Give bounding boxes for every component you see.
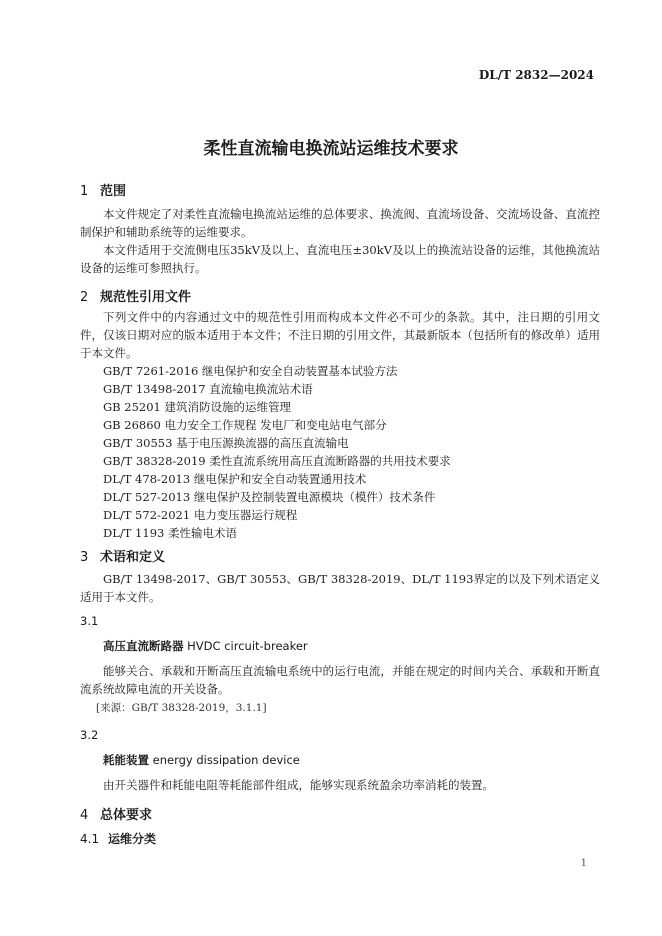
section-title: 总体要求 <box>100 808 153 823</box>
section-title: 术语和定义 <box>100 550 166 565</box>
term-number: 3.1 <box>80 614 99 628</box>
reference-item: GB 25201 建筑消防设施的运维管理 <box>103 400 292 414</box>
section-3-heading <box>80 546 165 565</box>
term-definition: 能够关合、承载和开断高压直流输电系统中的运行电流，并能在规定的时间内关合、承载和开断直流系统故障电流的开关设备。 <box>80 664 600 696</box>
reference-item: GB/T 7261-2016 继电保护和安全自动装置基本试验方法 <box>103 364 398 378</box>
term-source: [来源：GB/T 38328-2019，3.1.1] <box>96 702 267 714</box>
page-number: 1 <box>580 858 587 869</box>
document-title: 柔性直流输电换流站运维技术要求 <box>203 139 459 159</box>
subsection-4-1-heading <box>80 830 156 847</box>
term-english: HVDC circuit-breaker <box>187 639 308 653</box>
term-definition: 由开关器件和耗能电阻等耗能部件组成，能够实现系统盈余功率消耗的装置。 <box>103 778 494 792</box>
terms-intro: GB/T 13498-2017、GB/T 30553、GB/T 38328-2019、DL/T 1193界定的以及下列术语定义适用于本文件。 <box>80 572 600 604</box>
reference-item: GB 26860 电力安全工作规程 发电厂和变电站电气部分 <box>103 418 387 432</box>
section-title: 范围 <box>100 184 127 199</box>
standard-code: DL/T 2832—2024 <box>478 68 594 82</box>
scope-paragraph-2: 本文件适用于交流侧电压35kV及以上、直流电压±30kV及以上的换流站设备的运维，其他换流站设备的运维可参照执行。 <box>80 243 600 275</box>
section-number: 1 <box>80 184 89 199</box>
term-english: energy dissipation device <box>152 753 300 767</box>
reference-item: GB/T 13498-2017 直流输电换流站术语 <box>103 382 313 396</box>
reference-item: DL/T 572-2021 电力变压器运行规程 <box>103 508 298 522</box>
section-number: 4 <box>80 808 89 823</box>
section-2-heading <box>80 286 191 305</box>
reference-item: DL/T 1193 柔性输电术语 <box>103 526 237 540</box>
reference-item: GB/T 38328-2019 柔性直流系统用高压直流断路器的共用技术要求 <box>103 454 451 468</box>
term-heading <box>103 638 308 654</box>
section-number: 2 <box>80 290 89 305</box>
section-1-heading <box>80 180 126 199</box>
section-number: 3 <box>80 550 89 565</box>
reference-item: GB/T 30553 基于电压源换流器的高压直流输电 <box>103 436 349 450</box>
references-intro: 下列文件中的内容通过文中的规范性引用而构成本文件必不可少的条款。其中，注日期的引用文件，仅该日期对应的版本适用于本文件；不注日期的引用文件，其最新版本（包括所有的修改单）适用于本文件。 <box>80 310 600 360</box>
reference-item: DL/T 527-2013 继电保护及控制装置电源模块（模件）技术条件 <box>103 490 436 504</box>
term-chinese: 耗能装置 <box>103 753 149 767</box>
subsection-title: 运维分类 <box>108 832 157 846</box>
subsection-number: 4.1 <box>80 832 100 846</box>
section-4-heading <box>80 804 152 823</box>
term-chinese: 高压直流断路器 <box>103 639 184 653</box>
term-heading <box>103 752 300 768</box>
term-number: 3.2 <box>80 728 99 742</box>
reference-item: DL/T 478-2013 继电保护和安全自动装置通用技术 <box>103 472 367 486</box>
section-title: 规范性引用文件 <box>100 290 192 305</box>
scope-paragraph-1: 本文件规定了对柔性直流输电换流站运维的总体要求、换流阀、直流场设备、交流场设备、直流控制保护和辅助系统等的运维要求。 <box>80 207 600 239</box>
